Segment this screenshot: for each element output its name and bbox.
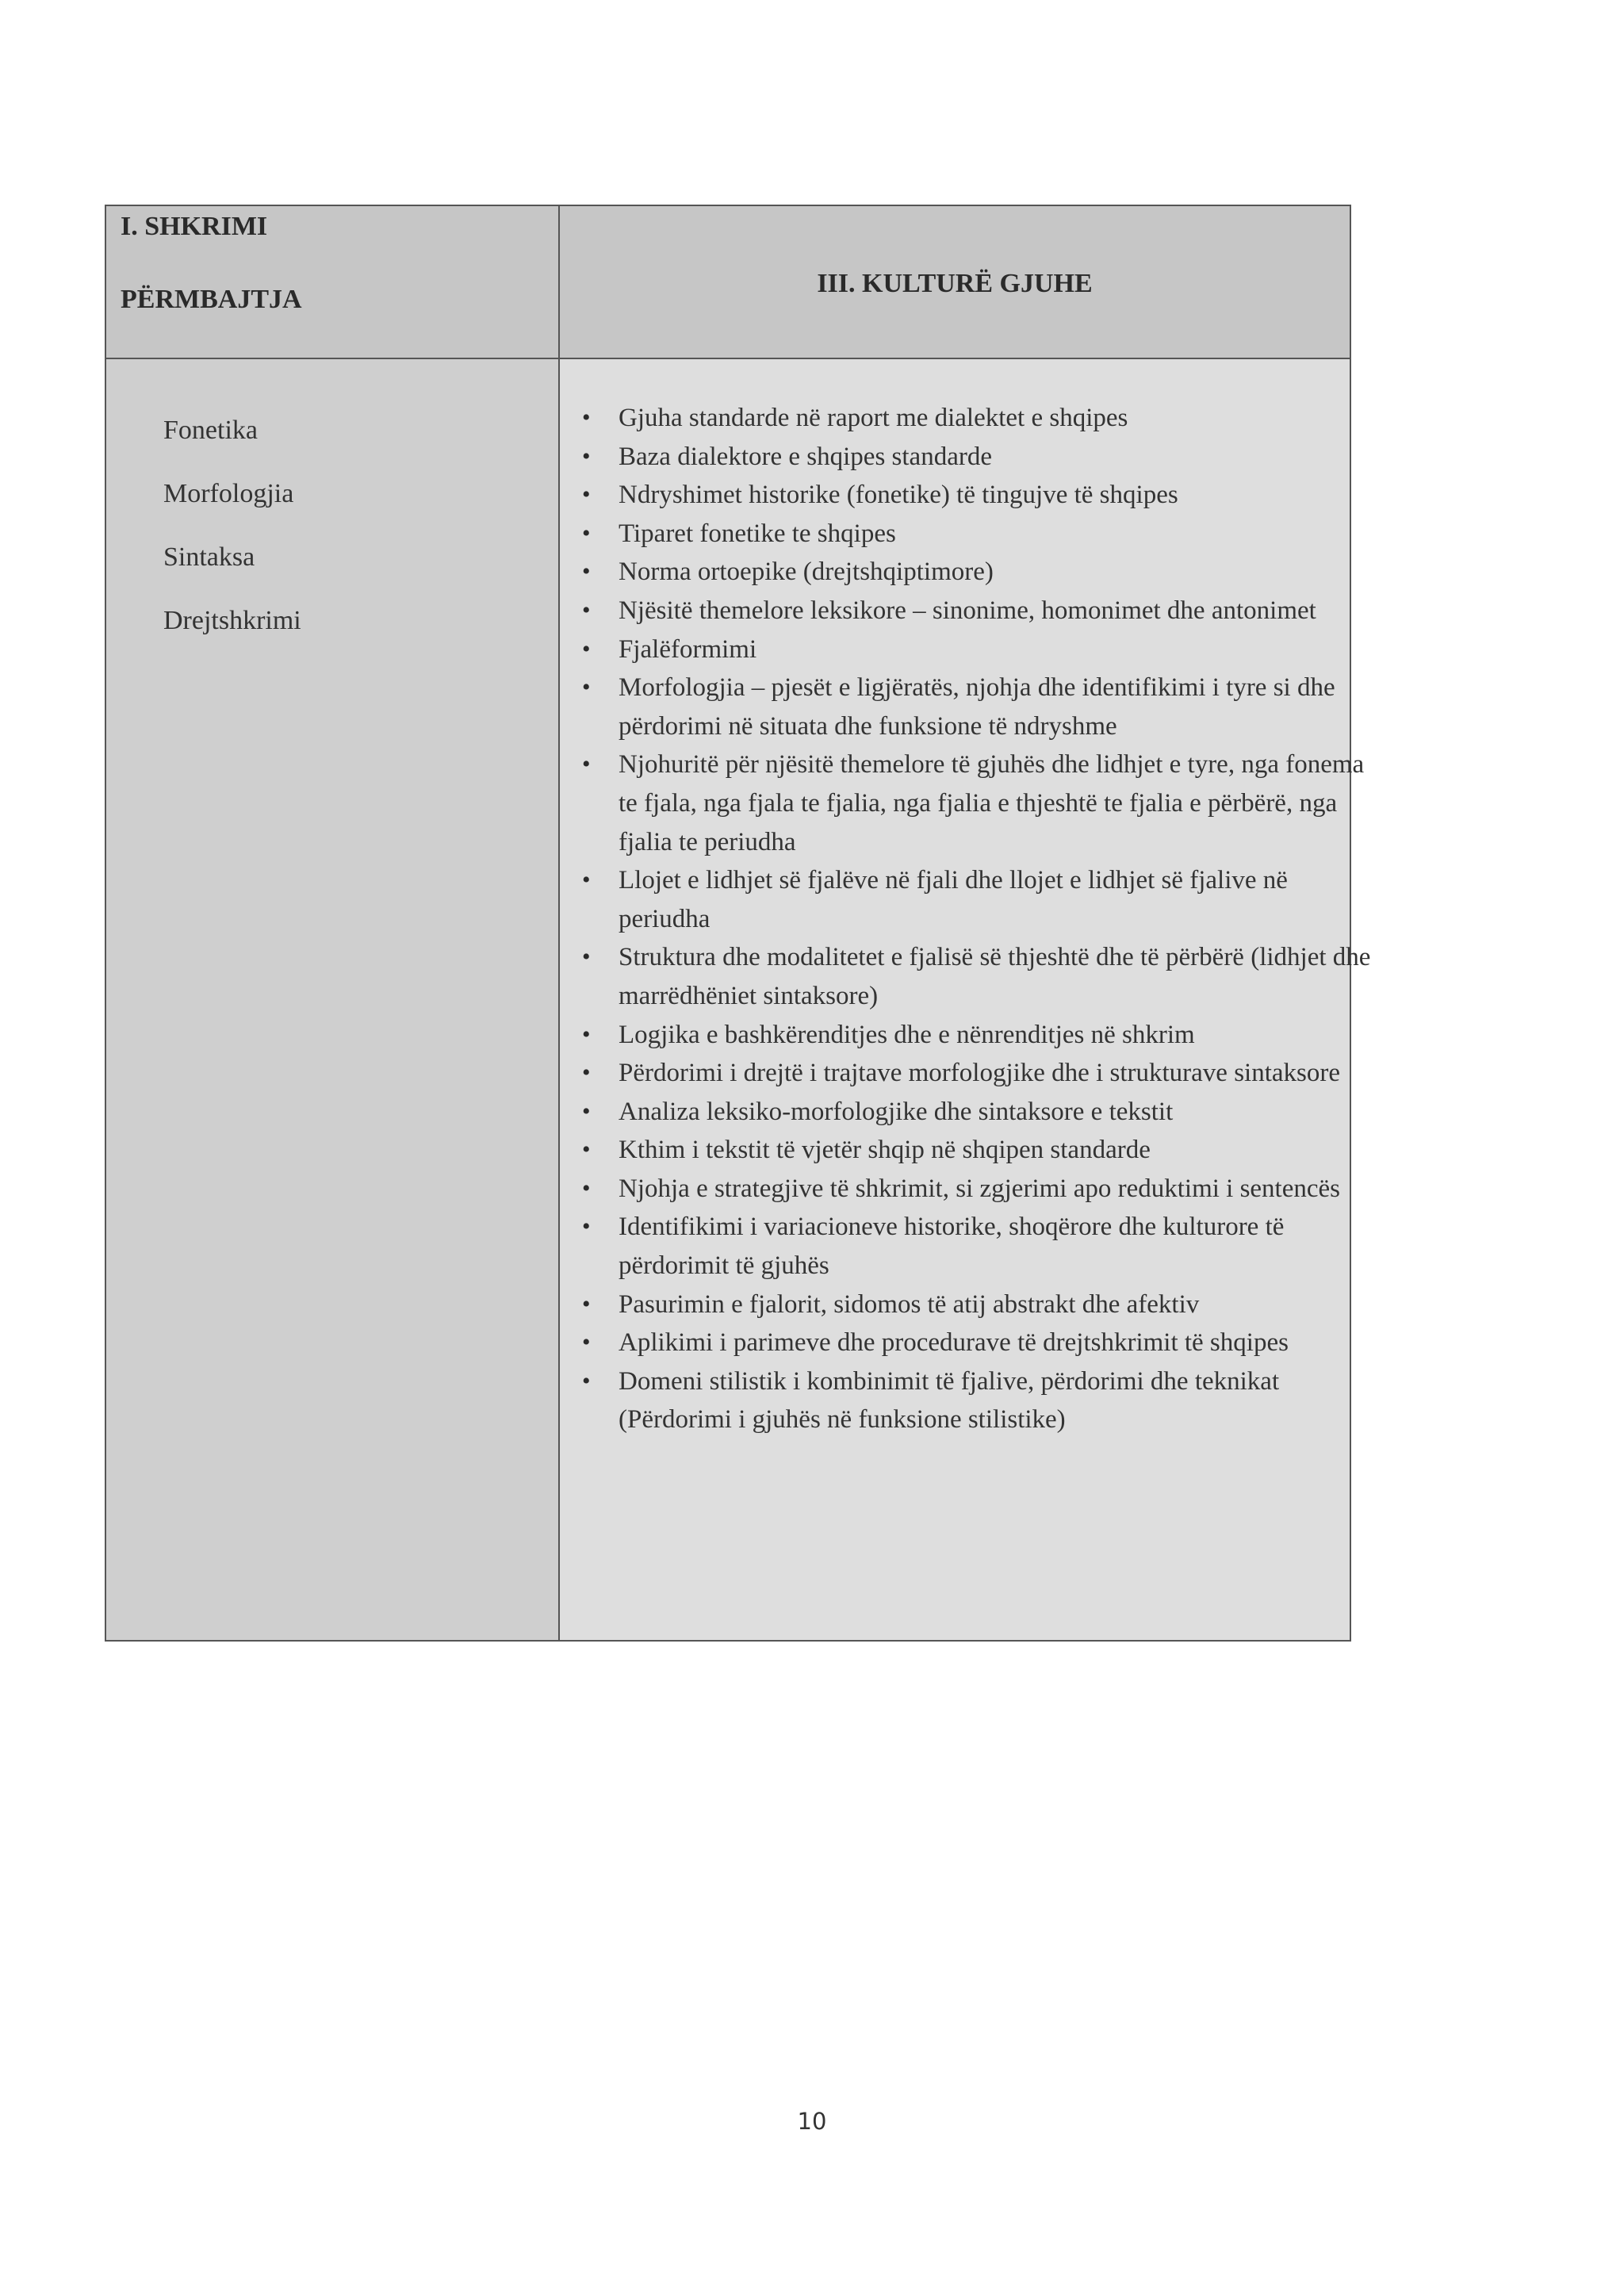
list-item (574, 515, 1383, 554)
list-item-text: Fjalëformimi (619, 634, 757, 664)
curriculum-table (105, 205, 1371, 1642)
list-item-text: Llojet e lidhjet së fjalëve në fjali dhe llojet e lidhjet së fjalive në periudha (619, 866, 1288, 933)
bullet-icon: • (582, 1098, 591, 1124)
bullet-icon: • (582, 751, 591, 778)
list-item-text: Aplikimi i parimeve dhe procedurave të drejtshkrimit të shqipes (619, 1328, 1289, 1358)
bullet-icon: • (582, 1136, 591, 1163)
list-item-text: Baza dialektore e shqipes standarde (619, 442, 992, 471)
list-item (574, 669, 1383, 745)
header-right-cell (560, 206, 1350, 359)
bullet-icon: • (582, 404, 591, 431)
list-item-text: Kthim i tekstit të vjetër shqip në shqipen standarde (619, 1136, 1151, 1165)
list-item (574, 1093, 1383, 1132)
list-item-text: Njohuritë për njësitë themelore të gjuhës dhe lidhjet e tyre, nga fonema te fjala, nga fjala te fjalia, nga fjalia e thjeshtë te fjalia e përbërë, nga fjalia te periudha (619, 750, 1365, 856)
bullet-icon: • (582, 674, 591, 701)
list-item-text: Njësitë themelore leksikore – sinonime, homonimet dhe antonimet (619, 596, 1316, 625)
list-item-text: Përdorimi i drejtë i trajtave morfologjike dhe i strukturave sintaksore (619, 1059, 1340, 1088)
bullet-icon: • (582, 519, 591, 546)
bullet-icon: • (582, 596, 591, 623)
list-item (574, 745, 1383, 861)
list-item-text: Identifikimi i variacioneve historike, shoqërore dhe kulturore të përdorimit të gjuhës (619, 1213, 1285, 1281)
topics-cell (106, 359, 560, 1640)
list-item (574, 399, 1383, 438)
bullet-icon: • (582, 558, 591, 585)
list-item (574, 938, 1383, 1015)
list-item (574, 592, 1383, 630)
list-item (574, 861, 1383, 938)
bullet-icon: • (582, 1329, 591, 1356)
list-item-text: Tiparet fonetike te shqipes (619, 519, 896, 548)
list-item-text: Ndryshimet historike (fonetike) të tingujve të shqipes (619, 481, 1178, 510)
bullet-icon: • (582, 442, 591, 469)
bullet-icon: • (582, 635, 591, 662)
list-item-text: Njohja e strategjive të shkrimit, si zgjerimi apo reduktimi i sentencës (619, 1174, 1341, 1203)
list-item-text: Struktura dhe modalitetet e fjalisë së thjeshtë dhe të përbërë (lidhjet dhe marrëdhëniet sintaksore) (619, 943, 1371, 1010)
topic-item: Drejtshkrimi (163, 606, 301, 635)
list-item (574, 1285, 1383, 1324)
bullet-icon: • (582, 481, 591, 508)
list-item-text: Pasurimin e fjalorit, sidomos të atij abstrakt dhe afektiv (619, 1289, 1200, 1319)
list-item (574, 630, 1383, 669)
list-item (574, 553, 1383, 592)
topic-item: Fonetika (163, 416, 258, 445)
list-item (574, 1131, 1383, 1170)
content-list (574, 399, 1383, 1439)
bullet-icon: • (582, 1174, 591, 1201)
topic-item: Morfologjia (163, 479, 294, 508)
topic-item: Sintaksa (163, 542, 255, 572)
bullet-icon: • (582, 1021, 591, 1048)
list-item-text: Gjuha standarde në raport me dialektet e shqipes (619, 404, 1128, 432)
list-item-text: Norma ortoepike (drejtshqiptimore) (619, 557, 994, 587)
list-item (574, 1208, 1383, 1285)
bullet-icon: • (582, 1367, 591, 1394)
bullet-icon: • (582, 1213, 591, 1240)
page-number: 10 (797, 2108, 827, 2135)
list-item-text: Domeni stilistik i kombinimit të fjalive, përdorimi dhe teknikat (Përdorimi i gjuhës në funksione stilistike) (619, 1366, 1280, 1435)
section-heading: I. SHKRIMI (121, 212, 268, 241)
bullet-icon: • (582, 1059, 591, 1086)
subsection-heading: III. KULTURË GJUHE (817, 269, 1093, 298)
list-item-text: Analiza leksiko-morfologjike dhe sintaksore e tekstit (619, 1097, 1174, 1126)
bullet-icon: • (582, 1290, 591, 1317)
list-item (574, 476, 1383, 515)
list-item-text: Morfologjia – pjesët e ligjëratës, njohja dhe identifikimi i tyre si dhe përdorimi në situata dhe funksione të ndryshme (619, 673, 1335, 741)
content-cell (560, 359, 1371, 1640)
bullet-icon: • (582, 867, 591, 894)
list-item (574, 438, 1383, 477)
list-item-text: Logjika e bashkërenditjes dhe e nënrenditjes në shkrim (619, 1020, 1195, 1049)
list-item (574, 1170, 1383, 1209)
topics-list (163, 412, 301, 665)
header-left-cell (106, 206, 560, 359)
list-item (574, 1016, 1383, 1055)
list-item (574, 1362, 1383, 1439)
bullet-icon: • (582, 944, 591, 971)
list-item (574, 1324, 1383, 1362)
list-item (574, 1054, 1383, 1093)
content-heading: PËRMBAJTJA (121, 285, 302, 314)
